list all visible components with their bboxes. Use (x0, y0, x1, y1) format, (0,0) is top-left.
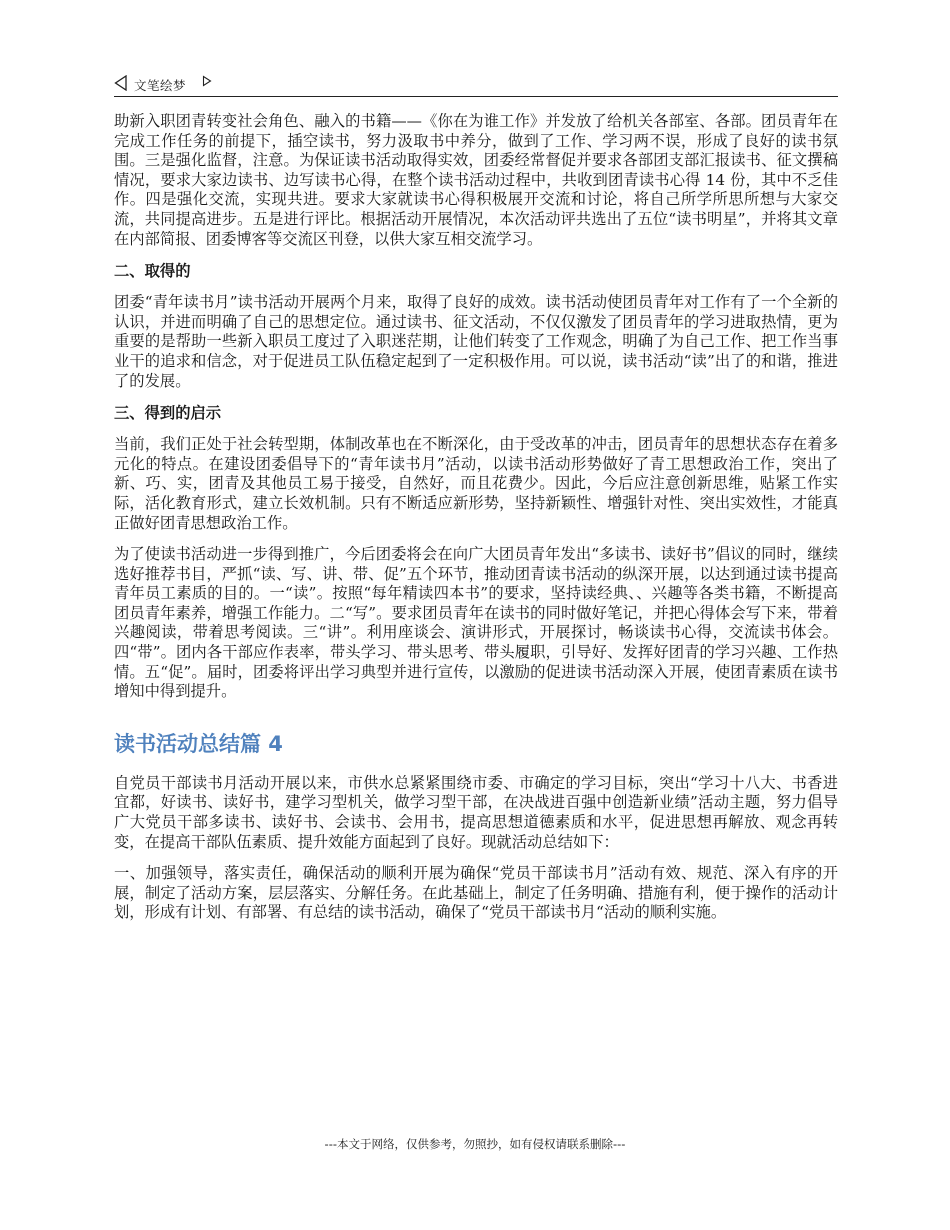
paragraph-1: 助新入职团青转变社会角色、融入的书籍——《你在为谁工作》并发放了给机关各部室、各部。团员青年在完成工作任务的前提下，插空读书，努力汲取书中养分，做到了工作、学习两不误，形成了良好的读书氛围。三是强化监督，注意。为保证读书活动取得实效，团委经常督促并要求各部团支部汇报读书、征文撰稿情况，要求大家边读书、边写读书心得，在整个读书活动过程中，共收到团青读书心得 14 份，其中不乏佳作。四是强化交流，实现共进。要求大家就读书心得积极展开交流和讨论，将自己所学所思所想与大家交流，共同提高进步。五是进行评比。根据活动开展情况，本次活动评共选出了五位“读书明星”，并将其文章在内部简报、团委博客等交流区刊登，以供大家互相交流学习。 (114, 112, 838, 248)
triangle-left-outline-icon (114, 75, 128, 91)
paragraph-4: 为了使读书活动进一步得到推广，今后团委将会在向广大团员青年发出“多读书、读好书”倡议的同时，继续选好推荐书目，严抓“读、写、讲、带、促”五个环节，推动团青读书活动的纵深开展，以达到通过读书提高青年员工素质的目的。一“读”。按照“每年精读四本书”的要求，坚持读经典、、兴趣等各类书籍，不断提高团员青年素养，增强工作能力。二“写”。要求团员青年在读书的同时做好笔记，并把心得体会写下来，带着兴趣阅读，带着思考阅读。三“讲”。利用座谈会、演讲形式，开展探讨，畅谈读书心得，交流读书体会。四“带”。团内各干部应作表率，带头学习、带头思考、带头履职，引导好、发挥好团青的学习兴趣、工作热情。五“促”。届时，团委将评出学习典型并进行宣传，以激励的促进读书活动深入开展，使团青素质在读书增知中得到提升。 (114, 545, 838, 701)
paragraph-5: 自党员干部读书月活动开展以来，市供水总紧紧围绕市委、市确定的学习目标，突出“学习十八大、书香进宜都，好读书、读好书，建学习型机关，做学习型干部，在决战进百强中创造新业绩”活动主题，努力倡导广大党员干部多读书、读好书、会读书、会用书，提高思想道德素质和水平，促进思想再解放、观念再转变，在提高干部队伍素质、提升效能方面起到了良好。现就活动总结如下： (114, 773, 838, 851)
paragraph-3: 当前，我们正处于社会转型期，体制改革也在不断深化，由于受改革的冲击，团员青年的思想状态存在着多元化的特点。在建设团委倡导下的“青年读书月”活动，以读书活动形势做好了青工思想政治工作，突出了新、巧、实，团青及其他员工易于接受，自然好，而且花费少。因此，今后应注意创新思维，贴紧工作实际，活化教育形式，建立长效机制。只有不断适应新形势，坚持新颖性、增强针对性、突出实效性，才能真正做好团青思想政治工作。 (114, 435, 838, 532)
triangle-right-outline-icon (202, 75, 212, 87)
document-body (114, 112, 838, 935)
page-header (114, 72, 838, 97)
paragraph-6: 一、加强领导，落实责任，确保活动的顺利开展为确保“党员干部读书月”活动有效、规范、深入有序的开展，制定了活动方案，层层落实、分解任务。在此基础上，制定了任务明确、措施有利，便于操作的活动计划，形成有计划、有部署、有总结的读书活动，确保了“党员干部读书月“活动的顺利实施。 (114, 864, 838, 922)
section-heading-2: 二、取得的 (114, 262, 191, 281)
paragraph-2: 团委“青年读书月”读书活动开展两个月来，取得了良好的成效。读书活动使团员青年对工作有了一个全新的认识，并进而明确了自己的思想定位。通过读书、征文活动，不仅仅激发了团员青年的学习进取热情，更为重要的是帮助一些新入职员工度过了入职迷茫期，让他们转变了工作观念，明确了为自己工作、把工作当事业干的追求和信念，对于促进员工队伍稳定起到了一定积极作用。可以说，读书活动“读”出了的和谐，推进了的发展。 (114, 293, 838, 390)
section-heading-3: 三、得到的启示 (114, 404, 222, 423)
page-footer: ---本文于网络，仅供参考，勿照抄，如有侵权请联系删除--- (324, 1137, 626, 1151)
header-title: 文笔绘梦 (134, 78, 187, 93)
chapter-title: 读书活动总结篇 4 (114, 731, 283, 756)
